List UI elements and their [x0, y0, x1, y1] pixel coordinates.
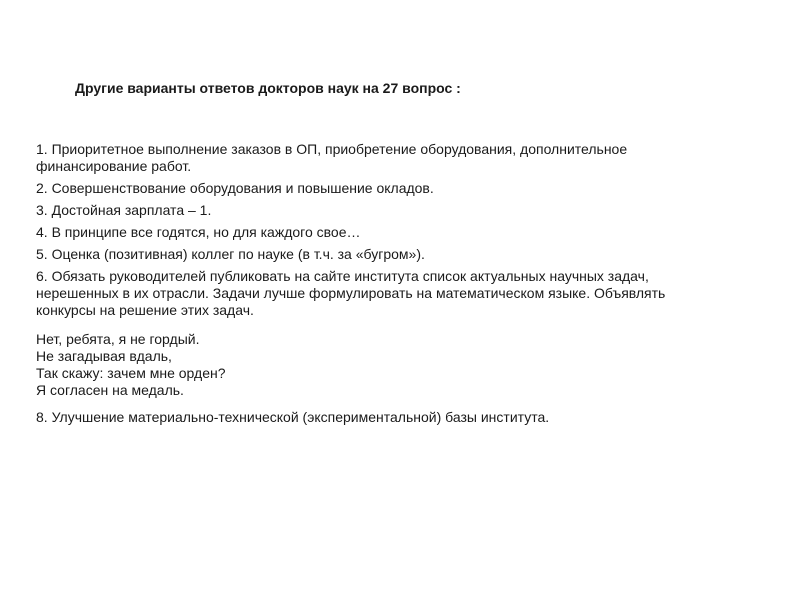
answer-item-8: 8. Улучшение материально-технической (экспериментальной) базы института. — [36, 409, 550, 425]
answer-item-5 — [36, 246, 756, 263]
poem-line: Нет, ребята, я не гордый. — [36, 331, 200, 347]
answer-line: 5. Оценка (позитивная) коллег по науке (в т.ч. за «бугром»). — [36, 246, 425, 262]
poem-line: Я согласен на медаль. — [36, 382, 184, 398]
answer-line: 6. Обязать руководителей публиковать на сайте института список актуальных научных задач, — [36, 268, 649, 284]
answer-item-2 — [36, 180, 756, 197]
poem-answer — [36, 331, 756, 399]
answer-item-6 — [36, 268, 756, 319]
answer-item-4 — [36, 224, 756, 241]
answer-line: 2. Совершенствование оборудования и повышение окладов. — [36, 180, 434, 196]
answer-item-1 — [36, 141, 756, 175]
poem-line: Не загадывая вдаль, — [36, 348, 172, 364]
answer-line: конкурсы на решение этих задач. — [36, 302, 254, 318]
answer-item-3 — [36, 202, 756, 219]
answers-list — [36, 141, 756, 426]
slide-title: Другие варианты ответов докторов наук на 27 вопрос : — [75, 80, 461, 96]
poem-line: Так скажу: зачем мне орден? — [36, 365, 226, 381]
answer-line: финансирование работ. — [36, 158, 192, 174]
answer-line: 3. Достойная зарплата – 1. — [36, 202, 212, 218]
answer-line: нерешенных в их отрасли. Задачи лучше формулировать на математическом языке. Объявлять — [36, 285, 666, 301]
answer-line: 1. Приоритетное выполнение заказов в ОП, приобретение оборудования, дополнительное — [36, 141, 628, 157]
answer-line: 4. В принципе все годятся, но для каждого свое… — [36, 224, 361, 240]
